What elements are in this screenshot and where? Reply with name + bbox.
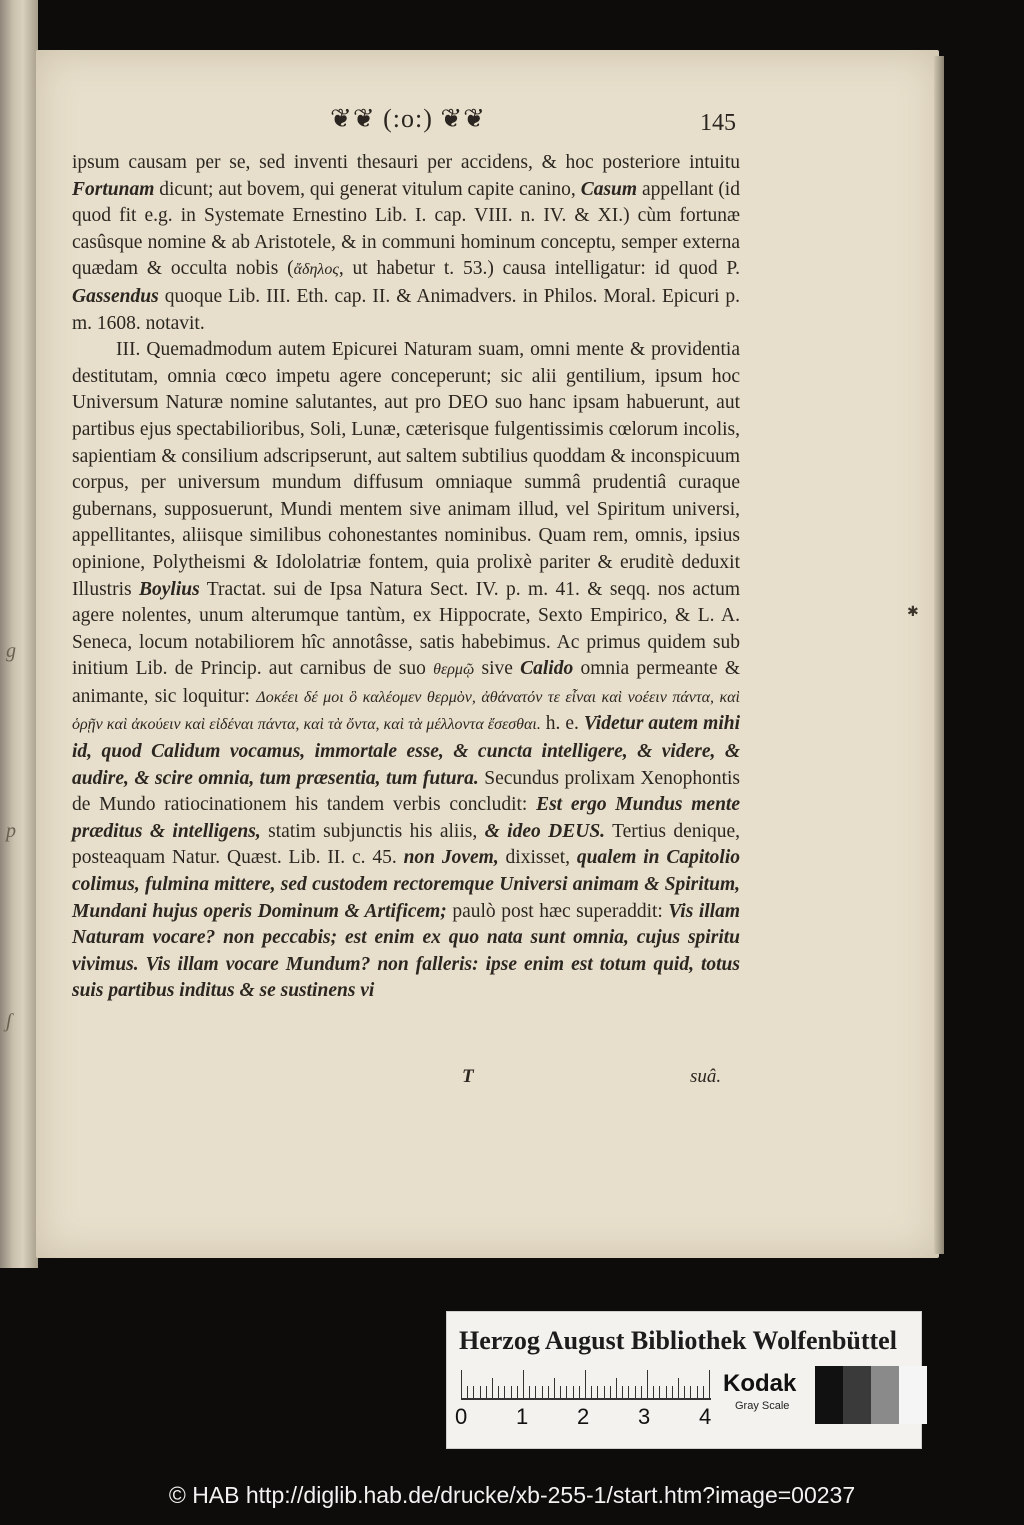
left-page-fragment: ʃ	[6, 1010, 12, 1032]
ruler-tick	[690, 1386, 691, 1398]
ruler-tick	[703, 1386, 704, 1398]
header-ornament-text: (:o:)	[383, 104, 433, 133]
text-run: Tertius denique, posteaquam Natur. Quæst. Lib. II. c. 45.	[72, 820, 740, 869]
italic-text: Casum	[580, 178, 638, 200]
text-run: dicunt; aut bovem, qui generat vitulum capite canino,	[154, 178, 581, 200]
left-page-fragment: p	[6, 820, 16, 842]
ruler-tick	[666, 1386, 667, 1398]
ruler-tick	[498, 1386, 499, 1398]
ruler-tick	[616, 1378, 617, 1398]
text-run: dixisset,	[498, 847, 577, 869]
ruler-tick	[647, 1370, 648, 1398]
ruler-tick	[548, 1386, 549, 1398]
ruler-tick	[591, 1386, 592, 1398]
ruler-tick	[566, 1386, 567, 1398]
text-run: paulò post hæc superaddit:	[446, 900, 669, 922]
ruler-tick	[684, 1386, 685, 1398]
color-target-card	[446, 1311, 922, 1449]
library-name: Herzog August Bibliothek Wolfenbüttel	[459, 1326, 897, 1355]
copyright-footer: © HAB http://diglib.hab.de/drucke/xb-255-1/start.htm?image=00237	[168, 1482, 856, 1508]
paragraph	[72, 150, 740, 337]
measurement-ruler	[461, 1368, 711, 1400]
text-run: statim subjunctis his aliis,	[260, 820, 485, 842]
italic-text: Est ergo Mundus mente præditus & intelligens,	[72, 794, 740, 842]
greek-text: θερμῷ	[433, 661, 475, 679]
page-number: 145	[700, 110, 736, 136]
ruler-tick	[604, 1386, 605, 1398]
ruler-tick	[554, 1378, 555, 1398]
ruler-number: 3	[638, 1404, 651, 1429]
ruler-tick	[535, 1386, 536, 1398]
greek-text: ἄδηλος	[293, 261, 339, 279]
ruler-tick	[628, 1386, 629, 1398]
italic-text: Videtur autem mihi id, quod Calidum vocamus, immortale esse, & cuncta intelligere, & videre, & audire, & scire omnia, tum præsentia, tum futura.	[72, 713, 741, 789]
ruler-tick	[622, 1386, 623, 1398]
ruler-number: 2	[577, 1404, 590, 1429]
header-ornament	[318, 104, 498, 140]
ruler-tick	[461, 1370, 462, 1398]
ruler-tick	[542, 1386, 543, 1398]
text-run: Secundus prolixam Xenophontis de Mundo ratiocinationem his tandem verbis concludit:	[72, 767, 741, 816]
ruler-tick	[610, 1386, 611, 1398]
text-run: sive	[474, 658, 521, 680]
ornament-right-icon: ❦❦	[440, 104, 486, 133]
italic-text: Fortunam	[72, 178, 155, 200]
kodak-logo: Kodak	[723, 1370, 797, 1397]
page-edge	[934, 56, 944, 1254]
ruler-tick	[709, 1370, 710, 1398]
text-run: omnia permeante & animante, sic loquitur:	[72, 658, 741, 707]
italic-text: qualem in Capitolio colimus, fulmina mittere, sed custodem rectoremque Universi animam & Spiritum, Mundani hujus operis Dominum & Artificem;	[72, 847, 741, 922]
greek-text: Δοκέει δέ μοι ὃ καλέομεν θερμὸν, ἀθάνατόν τε εἶναι καὶ νοέειν πάντα, καὶ ὁρῇν καὶ ἀκούειν καὶ εἰδέναι πάντα, καὶ τὰ ὄντα, καὶ τὰ μέλλοντα ἔσεσθαι.	[72, 688, 740, 734]
italic-text: Boylius	[139, 578, 200, 600]
ruler-number: 4	[699, 1404, 712, 1429]
italic-text: & ideo DEUS.	[484, 820, 606, 842]
ruler-tick	[641, 1386, 642, 1398]
ruler-tick	[659, 1386, 660, 1398]
ruler-tick	[529, 1386, 530, 1398]
ruler-tick	[486, 1386, 487, 1398]
ruler-numbers	[455, 1404, 715, 1434]
ruler-tick	[504, 1386, 505, 1398]
ruler-tick	[492, 1378, 493, 1398]
ruler-tick	[573, 1386, 574, 1398]
gray-scale-label: Gray Scale	[735, 1400, 790, 1412]
text-run: Tractat. sui de Ipsa Natura Sect. IV. p. m. 41. & seqq. nos actum agere nolentes, unum alterumque tantùm, ex Hippocrate, Sexto Empirico, & L. A. Seneca, locum notabiliorem hîc annotâsse, satis habebimus. Ac primus quidem sub initium Lib. de Princip. aut carnibus de suo	[72, 578, 740, 680]
ruler-number: 1	[516, 1404, 529, 1429]
text-run: appellant (id quod fit e.g. in Systemate Ernestino Lib. I. cap. VIII. n. IV. & XI.) cùm fortunæ casûsque nomine & ab Aristotele, & in communi hominum conceptu, semper externa quædam & occulta nobis (	[72, 178, 740, 280]
italic-text: non Jovem,	[403, 847, 499, 869]
ruler-tick	[672, 1386, 673, 1398]
signature-mark: T	[462, 1066, 474, 1087]
ruler-tick	[653, 1386, 654, 1398]
text-run: quoque Lib. III. Eth. cap. II. & Animadvers. in Philos. Moral. Epicuri p. m. 1608. notavit.	[72, 285, 740, 334]
text-run: ipsum causam per se, sed inventi thesauri per accidens, & hoc posteriore intuitu	[72, 152, 740, 173]
gray-patch	[843, 1366, 871, 1424]
ornament-left-icon: ❦❦	[330, 104, 376, 133]
ruler-tick	[635, 1386, 636, 1398]
ruler-tick	[523, 1370, 524, 1398]
gray-patch	[815, 1366, 843, 1424]
italic-text: Gassendus	[72, 285, 159, 307]
ruler-tick	[579, 1386, 580, 1398]
italic-text: Vis illam Naturam vocare? non peccabis; est enim ex quo nata sunt omnia, cujus spiritu vivimus. Vis illam vocare Mundum? non falleris: ipse enim est totum quid, totus suis partibus inditus & se sustinens vi	[72, 900, 741, 1002]
ruler-tick	[480, 1386, 481, 1398]
ruler-tick	[467, 1386, 468, 1398]
ruler-tick	[585, 1370, 586, 1398]
gray-scale-patches	[815, 1366, 927, 1424]
gray-patch	[871, 1366, 899, 1424]
ruler-tick	[517, 1386, 518, 1398]
text-run: h. e.	[540, 713, 584, 735]
ruler-number: 0	[455, 1404, 468, 1429]
text-run: , ut habetur t. 53.) causa intelligatur: id quod P.	[338, 258, 740, 280]
ruler-tick	[560, 1386, 561, 1398]
left-page-edge	[0, 0, 38, 1268]
catchword: suâ.	[690, 1066, 722, 1087]
left-page-fragment: g	[6, 640, 16, 662]
ruler-tick	[511, 1386, 512, 1398]
margin-mark-icon: ✱	[907, 605, 919, 620]
body-text	[72, 150, 740, 1005]
gray-patch	[899, 1366, 927, 1424]
italic-text: Calido	[520, 658, 574, 680]
ruler-tick	[697, 1386, 698, 1398]
paragraph	[72, 337, 740, 1005]
ruler-tick	[473, 1386, 474, 1398]
ruler-tick	[678, 1378, 679, 1398]
text-run: III. Quemadmodum autem Epicurei Naturam suam, omni mente & providentia destitutam, omnia cœco impetu agere conceperunt; sic alii gentilium, ipsum hoc Universum Naturæ nomine salutantes, aut pro DEO suo hanc ipsam habuerunt, aut partibus ejus spectabilioribus, Soli, Lunæ, cæterisque fulgentissimis cœlorum incolis, sapientiam & consilium adscripserunt, aut saltem subtilius quoddam & inconspicuum corpus, per universum mundum diffusum omniaque summâ prudentiâ curaque gubernans, supposuerunt, Mundi mentem sive animam illud, vel Spiritum universi, appellitantes, aliisque similibus cohonestantes nominibus. Quam rem, omnis, ipsius opinione, Polytheismi & Idololatriæ fontem, quia prolixè pariter & eruditè deduxit Illustris	[72, 339, 740, 600]
ruler-tick	[597, 1386, 598, 1398]
